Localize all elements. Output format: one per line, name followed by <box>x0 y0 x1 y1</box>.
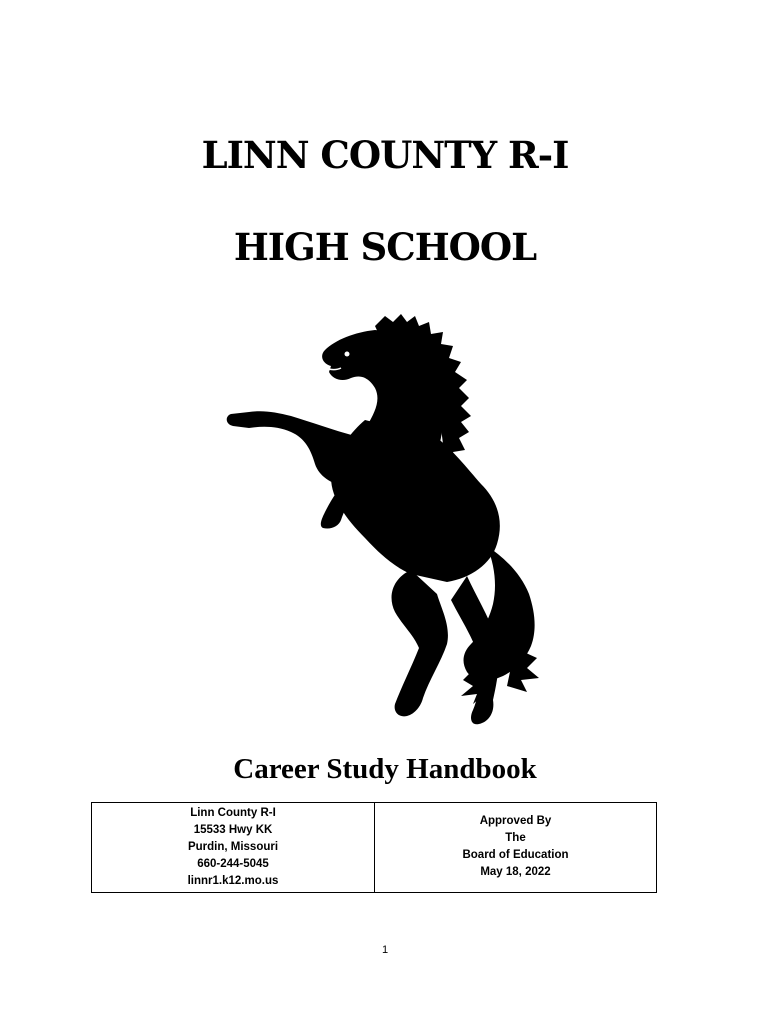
school-type-title: HIGH SCHOOL <box>233 225 537 269</box>
contact-name: Linn County R-I <box>190 807 276 819</box>
school-name-title: LINN COUNTY R-I <box>201 133 569 177</box>
approval-line-2: The <box>505 832 526 844</box>
contact-website: linnr1.k12.mo.us <box>187 875 279 887</box>
page-number: 1 <box>381 944 389 956</box>
approval-cell <box>375 803 656 892</box>
info-table <box>91 802 657 893</box>
handbook-title: Career Study Handbook <box>233 753 537 785</box>
approval-line-3: Board of Education <box>462 849 569 861</box>
rearing-horse-icon <box>215 308 555 738</box>
contact-city: Purdin, Missouri <box>187 841 279 853</box>
approval-date: May 18, 2022 <box>480 866 551 878</box>
contact-phone: 660-244-5045 <box>197 858 269 870</box>
contact-cell <box>92 803 375 892</box>
contact-street: 15533 Hwy KK <box>193 824 273 836</box>
approval-line-1: Approved By <box>479 815 552 827</box>
